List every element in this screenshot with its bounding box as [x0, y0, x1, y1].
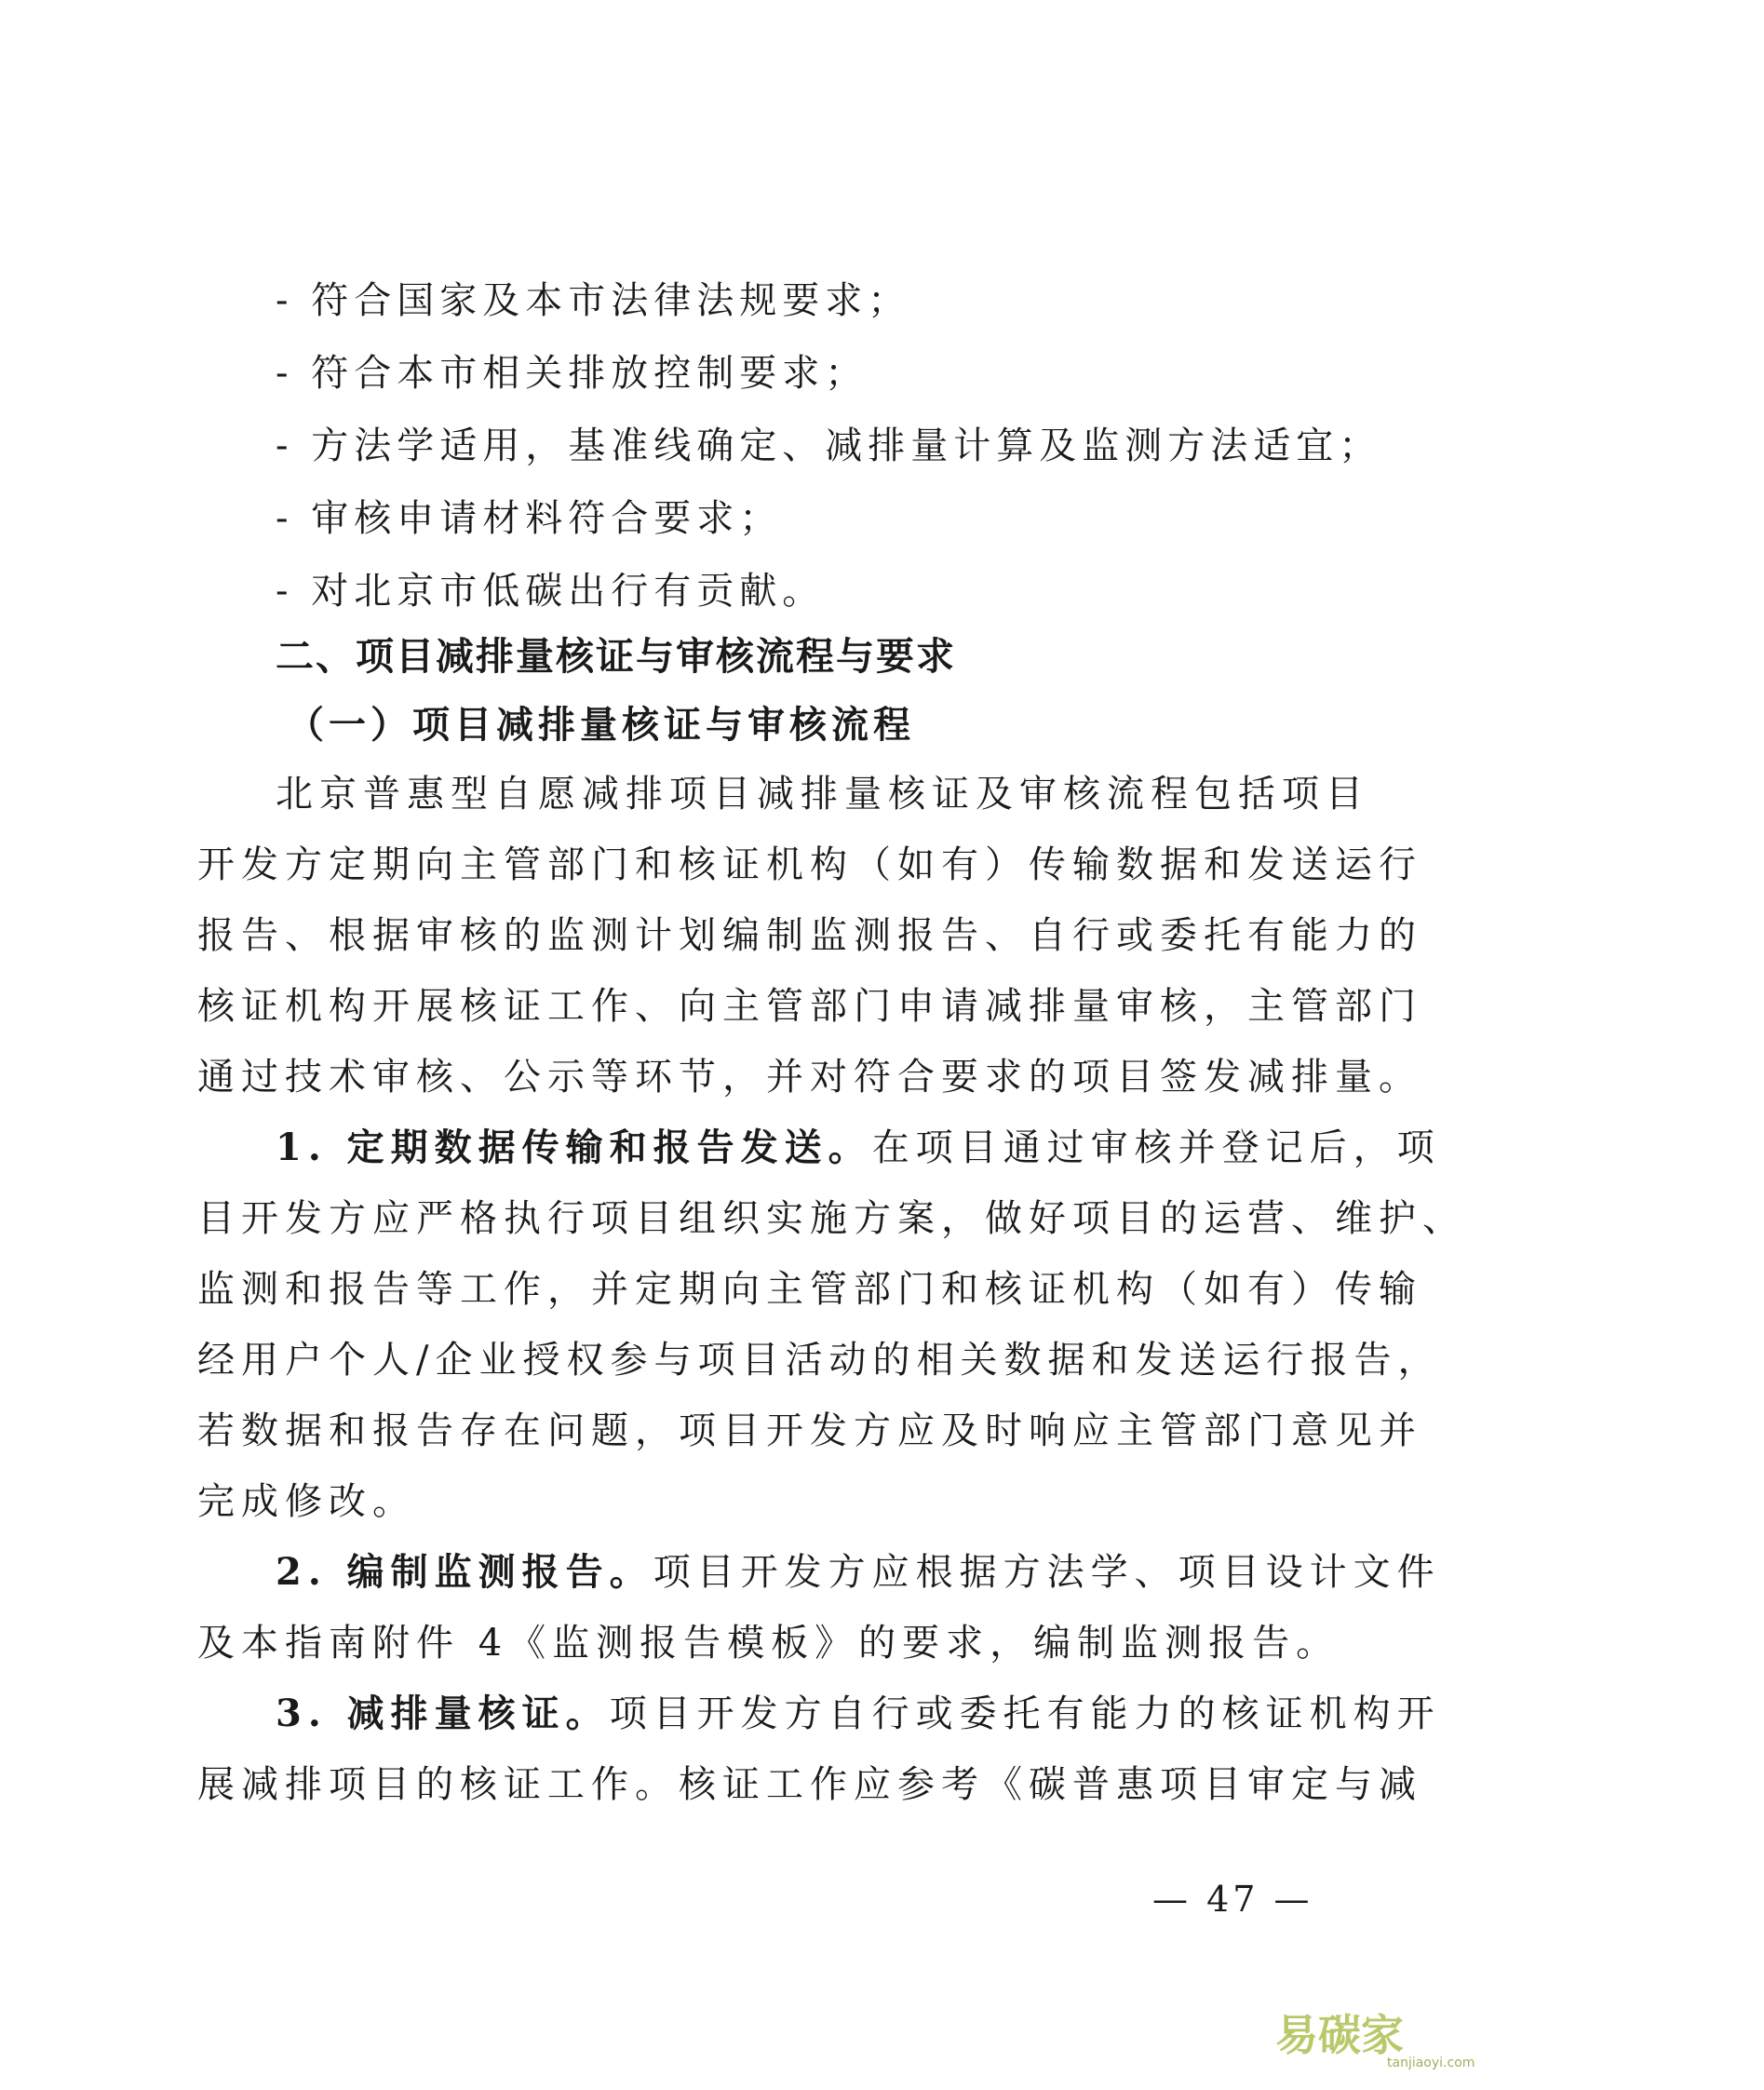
item-3-first-line	[0, 1679, 1753, 1748]
watermark-text: 易碳家	[1275, 2010, 1404, 2060]
page-number: — 47 —	[1152, 1879, 1313, 1920]
item-2-title: 2. 编制监测报告。	[276, 1550, 653, 1594]
watermark-url: tanjiaoyi.com	[1387, 2056, 1475, 2070]
section-heading: 二、项目减排量核证与审核流程与要求	[276, 634, 956, 679]
paragraph-line: 监测和报告等工作，并定期向主管部门和核证机构（如有）传输	[197, 1268, 1422, 1311]
item-2-text: 项目开发方应根据方法学、项目设计文件	[653, 1551, 1441, 1594]
item-3-text: 项目开发方自行或委托有能力的核证机构开	[609, 1692, 1441, 1735]
paragraph-line: 开发方定期向主管部门和核证机构（如有）传输数据和发送运行	[197, 843, 1422, 886]
paragraph-line: 经用户个人/企业授权参与项目活动的相关数据和发送运行报告，	[197, 1339, 1442, 1382]
item-1-first-line	[0, 1113, 1753, 1182]
watermark-logo	[1275, 2002, 1475, 2076]
bullet-item: - 符合国家及本市法律法规要求；	[276, 279, 911, 322]
paragraph-line: 目开发方应严格执行项目组织实施方案，做好项目的运营、维护、	[197, 1197, 1466, 1240]
item-2-first-line	[0, 1538, 1753, 1607]
item-3-title: 3. 减排量核证。	[276, 1692, 610, 1735]
bullet-item: - 对北京市低碳出行有贡献。	[276, 570, 826, 613]
item-1-title: 1. 定期数据传输和报告发送。	[276, 1126, 872, 1169]
bullet-item: - 方法学适用，基准线确定、减排量计算及监测方法适宜；	[276, 425, 1382, 467]
bullet-item: - 审核申请材料符合要求；	[276, 497, 783, 540]
subsection-heading: （一）项目减排量核证与审核流程	[287, 703, 915, 747]
paragraph-line: 完成修改。	[197, 1480, 416, 1523]
paragraph-line: 及本指南附件 4《监测报告模板》的要求，编制监测报告。	[197, 1622, 1340, 1665]
paragraph-line: 报告、根据审核的监测计划编制监测报告、自行或委托有能力的	[197, 914, 1422, 957]
paragraph-line: 北京普惠型自愿减排项目减排量核证及审核流程包括项目	[276, 773, 1369, 816]
paragraph-line: 核证机构开展核证工作、向主管部门申请减排量审核，主管部门	[197, 985, 1422, 1028]
paragraph-line: 若数据和报告存在问题，项目开发方应及时响应主管部门意见并	[197, 1409, 1422, 1452]
item-1-text: 在项目通过审核并登记后，项	[871, 1126, 1441, 1169]
bullet-item: - 符合本市相关排放控制要求；	[276, 352, 869, 395]
paragraph-line: 通过技术审核、公示等环节，并对符合要求的项目签发减排量。	[197, 1056, 1422, 1099]
paragraph-line: 展减排项目的核证工作。核证工作应参考《碳普惠项目审定与减	[197, 1763, 1422, 1806]
